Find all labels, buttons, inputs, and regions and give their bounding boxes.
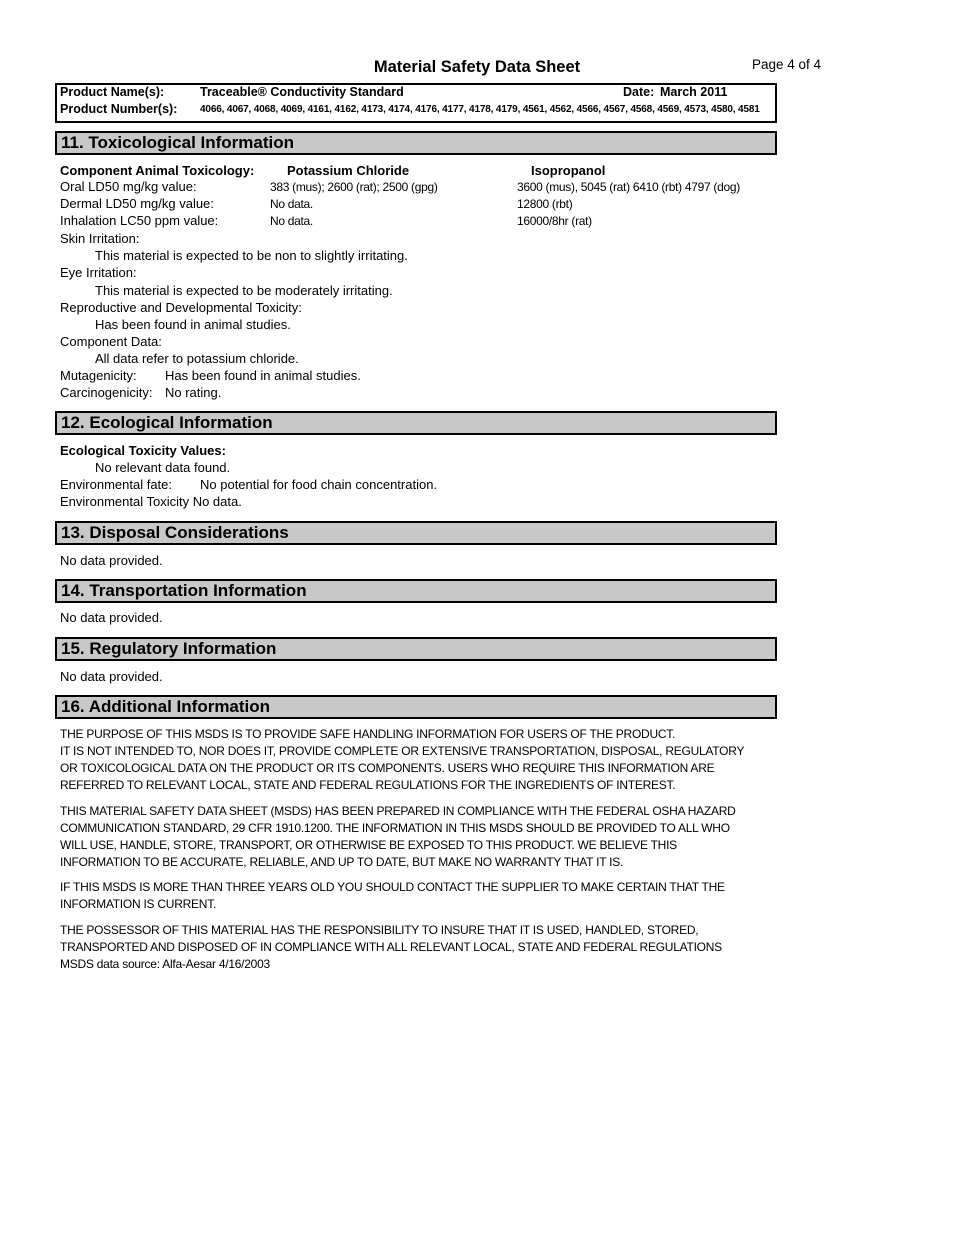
- carcinogenicity-text: No rating.: [165, 385, 222, 400]
- paragraph-line: COMMUNICATION STANDARD, 29 CFR 1910.1200. THE INFORMATION IN THIS MSDS SHOULD BE PROVIDED TO ALL WHO: [60, 821, 730, 835]
- msds-data-source: MSDS data source: Alfa-Aesar 4/16/2003: [60, 957, 270, 971]
- paragraph-line: IT IS NOT INTENDED TO, NOR DOES IT, PROVIDE COMPLETE OR EXTENSIVE TRANSPORTATION, DISPOSAL, REGULATORY: [60, 744, 745, 758]
- product-name: Traceable® Conductivity Standard: [200, 85, 404, 99]
- section-15-title: 15. Regulatory Information: [61, 639, 277, 658]
- date-value: March 2011: [660, 85, 728, 99]
- carcinogenicity-label: Carcinogenicity:: [60, 385, 153, 400]
- product-number-list: 4066, 4067, 4068, 4069, 4161, 4162, 4173, 4174, 4176, 4177, 4178, 4179, 4561, 4562, 4566, 4567, 4568, 4569, 4573, 4580, 4581: [200, 104, 760, 115]
- environmental-fate-text: No potential for food chain concentration.: [200, 477, 438, 492]
- environmental-fate-label: Environmental fate:: [60, 477, 173, 492]
- dermal-ld50-ipa: 12800 (rbt): [517, 197, 573, 211]
- skin-irritation-label: Skin Irritation:: [60, 231, 140, 246]
- column-potassium-chloride: Potassium Chloride: [287, 163, 410, 178]
- page-number: Page 4 of 4: [752, 57, 822, 72]
- component-data-text: All data refer to potassium chloride.: [95, 351, 299, 366]
- mutagenicity-text: Has been found in animal studies.: [165, 368, 361, 383]
- oral-ld50-ipa: 3600 (mus), 5045 (rat) 6410 (rbt) 4797 (dog): [517, 180, 740, 194]
- additional-info-paragraph-3: [60, 879, 725, 913]
- paragraph-line: IF THIS MSDS IS MORE THAN THREE YEARS OLD YOU SHOULD CONTACT THE SUPPLIER TO MAKE CERTAIN THAT THE: [60, 880, 725, 894]
- paragraph-line: INFORMATION IS CURRENT.: [60, 897, 217, 911]
- reproductive-toxicity-label: Reproductive and Developmental Toxicity:: [60, 300, 302, 315]
- product-header-box: [55, 83, 777, 123]
- ecological-toxicity-text: No relevant data found.: [95, 460, 231, 475]
- reproductive-toxicity-text: Has been found in animal studies.: [95, 317, 291, 332]
- skin-irritation-text: This material is expected to be non to slightly irritating.: [95, 248, 408, 263]
- additional-info-paragraph-2: [60, 803, 736, 871]
- oral-ld50-kcl: 383 (mus); 2600 (rat); 2500 (gpg): [270, 180, 438, 194]
- section-13-title: 13. Disposal Considerations: [61, 523, 289, 542]
- additional-info-paragraph-1: [60, 726, 744, 794]
- product-number-label: Product Number(s):: [60, 102, 178, 116]
- mutagenicity-label: Mutagenicity:: [60, 368, 137, 383]
- paragraph-line: TRANSPORTED AND DISPOSED OF IN COMPLIANCE WITH ALL RELEVANT LOCAL, STATE AND FEDERAL REGULATIONS: [60, 940, 722, 954]
- document-title: Material Safety Data Sheet: [373, 58, 581, 76]
- ecological-toxicity-label: Ecological Toxicity Values:: [60, 443, 226, 458]
- disposal-text: No data provided.: [60, 553, 163, 568]
- section-14-title: 14. Transportation Information: [61, 581, 307, 600]
- inhalation-lc50-ipa: 16000/8hr (rat): [517, 214, 592, 228]
- section-13-header: [55, 521, 777, 545]
- date-label: Date:: [623, 85, 655, 99]
- environmental-toxicity-text: Environmental Toxicity No data.: [60, 494, 242, 509]
- section-12-title: 12. Ecological Information: [61, 413, 273, 432]
- section-16-title: 16. Additional Information: [61, 697, 271, 716]
- paragraph-line: THE POSSESSOR OF THIS MATERIAL HAS THE RESPONSIBILITY TO INSURE THAT IT IS USED, HANDLED, STORED,: [60, 923, 699, 937]
- section-16-header: [55, 695, 777, 719]
- section-11-title: 11. Toxicological Information: [61, 133, 295, 152]
- section-14-header: [55, 579, 777, 603]
- component-data-label: Component Data:: [60, 334, 162, 349]
- paragraph-line: INFORMATION TO BE ACCURATE, RELIABLE, AND UP TO DATE, BUT MAKE NO WARRANTY THAT IT IS.: [60, 855, 624, 869]
- paragraph-line: THE PURPOSE OF THIS MSDS IS TO PROVIDE SAFE HANDLING INFORMATION FOR USERS OF THE PRODUCT.: [60, 727, 676, 741]
- paragraph-line: THIS MATERIAL SAFETY DATA SHEET (MSDS) HAS BEEN PREPARED IN COMPLIANCE WITH THE FEDERAL OSHA HAZARD: [60, 804, 736, 818]
- oral-ld50-label: Oral LD50 mg/kg value:: [60, 179, 197, 194]
- dermal-ld50-label: Dermal LD50 mg/kg value:: [60, 196, 214, 211]
- section-15-header: [55, 637, 777, 661]
- section-12-header: [55, 411, 777, 435]
- component-animal-toxicology-label: Component Animal Toxicology:: [60, 163, 255, 178]
- eye-irritation-text: This material is expected to be moderately irritating.: [95, 283, 393, 298]
- dermal-ld50-kcl: No data.: [270, 197, 313, 211]
- transportation-text: No data provided.: [60, 610, 163, 625]
- eye-irritation-label: Eye Irritation:: [60, 265, 137, 280]
- section-11-header: [55, 131, 777, 155]
- paragraph-line: REFERRED TO RELEVANT LOCAL, STATE AND FEDERAL REGULATIONS FOR THE INGREDIENTS OF INTEREST.: [60, 778, 676, 792]
- inhalation-lc50-label: Inhalation LC50 ppm value:: [60, 213, 219, 228]
- product-name-label: Product Name(s):: [60, 85, 165, 99]
- regulatory-text: No data provided.: [60, 669, 163, 684]
- paragraph-line: WILL USE, HANDLE, STORE, TRANSPORT, OR OTHERWISE BE EXPOSED TO THIS PRODUCT. WE BELIEVE THIS: [60, 838, 677, 852]
- column-isopropanol: Isopropanol: [531, 163, 606, 178]
- additional-info-paragraph-4: [60, 922, 722, 973]
- paragraph-line: OR TOXICOLOGICAL DATA ON THE PRODUCT OR ITS COMPONENTS. USERS WHO REQUIRE THIS INFORMATION ARE: [60, 761, 715, 775]
- inhalation-lc50-kcl: No data.: [270, 214, 313, 228]
